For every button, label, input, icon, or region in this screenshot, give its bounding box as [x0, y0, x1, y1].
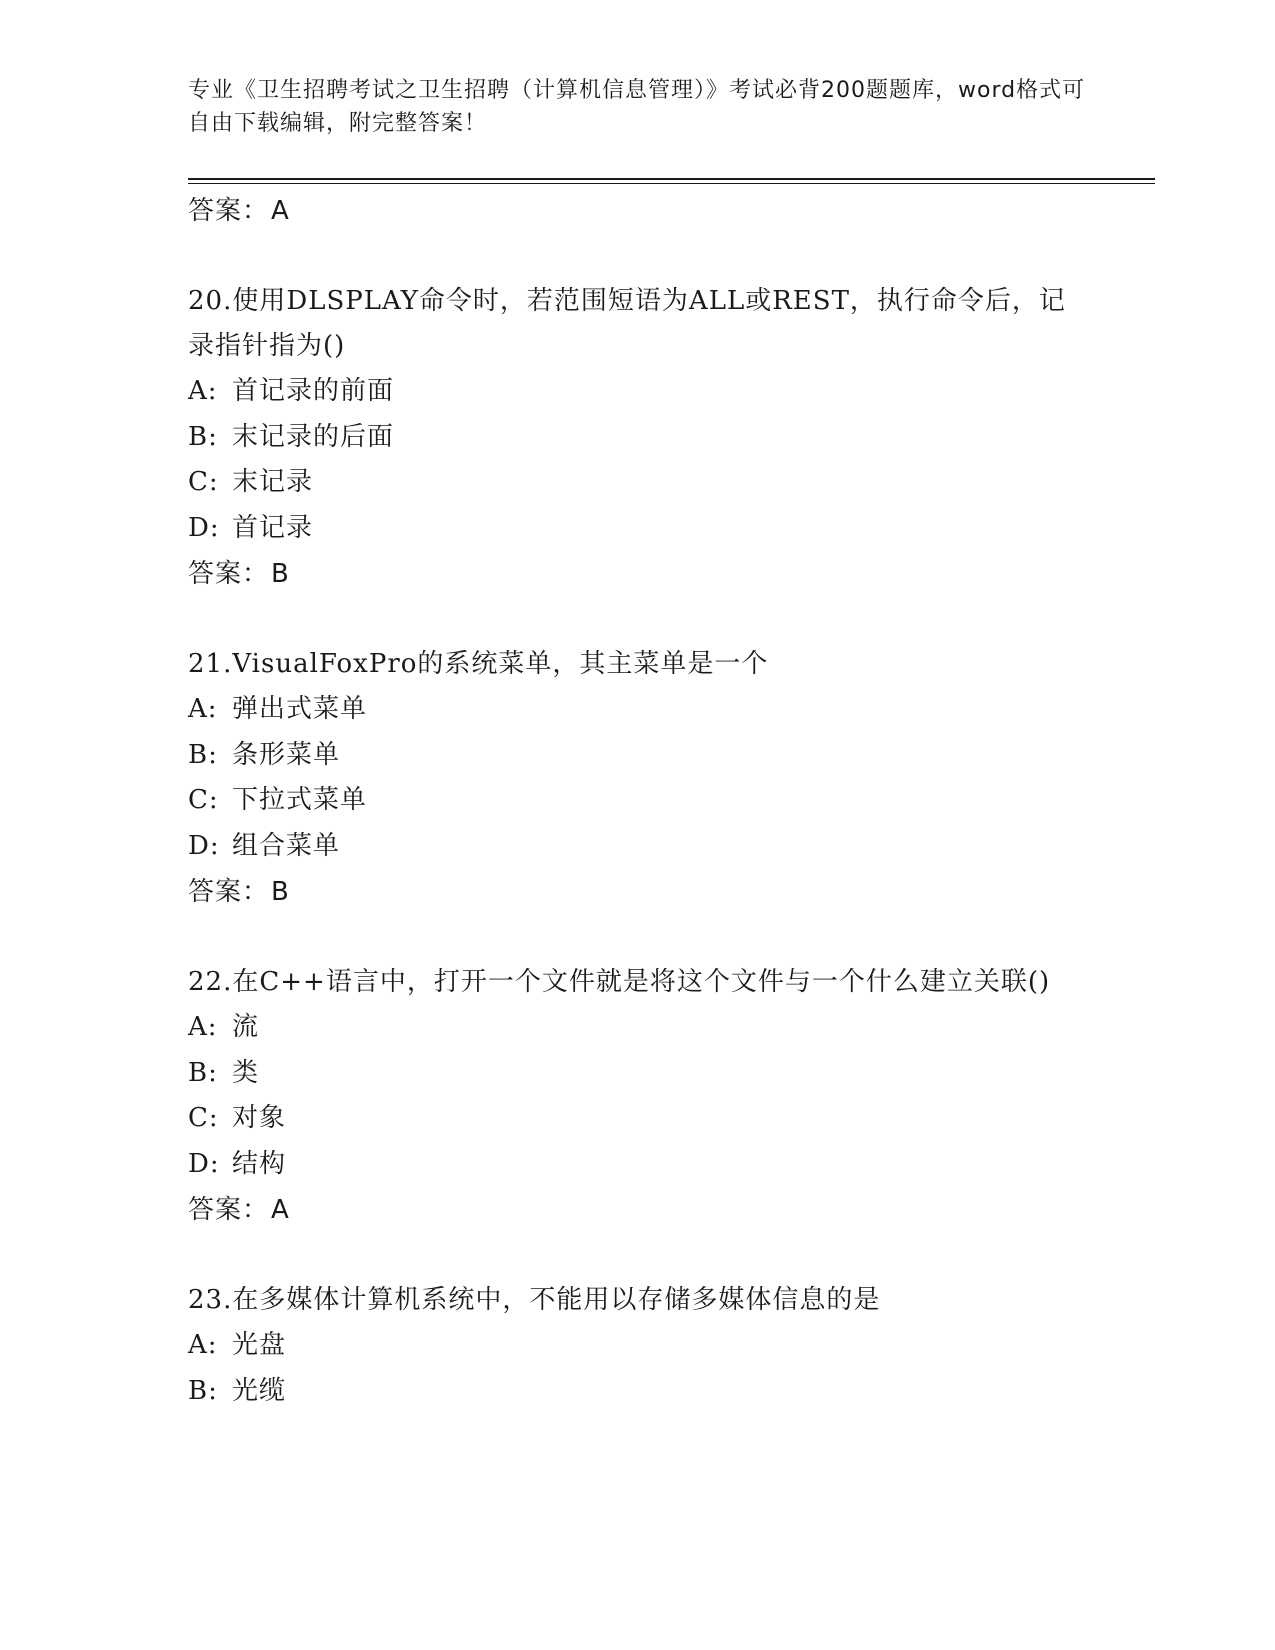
question-text: 21.VisualFoxPro的系统菜单，其主菜单是一个 — [188, 649, 769, 679]
answer-line — [188, 551, 1088, 597]
option-item — [188, 460, 1088, 506]
question-text: 22.在C++语言中，打开一个文件就是将这个文件与一个什么建立关联() — [188, 967, 1051, 997]
option-text: 光盘 — [232, 1330, 287, 1360]
option-letter: A: — [188, 1330, 218, 1360]
option-letter: B: — [188, 421, 218, 452]
option-text: 类 — [232, 1057, 260, 1088]
option-letter: C: — [188, 1103, 219, 1133]
answer-value: B — [271, 877, 290, 907]
option-item — [188, 1051, 1088, 1097]
option-text: 首记录的前面 — [232, 376, 395, 406]
option-item — [188, 687, 1088, 733]
answer-line — [188, 188, 1088, 234]
option-item — [188, 415, 1088, 461]
option-text: 末记录的后面 — [232, 421, 395, 452]
option-letter: D: — [188, 512, 220, 543]
answer-value: B — [271, 559, 290, 589]
option-text: 下拉式菜单 — [232, 785, 368, 815]
option-letter: B: — [188, 1057, 218, 1088]
option-letter: D: — [188, 1148, 220, 1179]
answer-line — [188, 1187, 1088, 1233]
option-letter: D: — [188, 830, 220, 861]
page-header: 专业《卫生招聘考试之卫生招聘（计算机信息管理）》考试必背200题题库，word格式可自由下载编辑，附完整答案！ — [188, 78, 1086, 136]
option-letter: C: — [188, 467, 219, 497]
option-text: 条形菜单 — [232, 739, 341, 770]
option-text: 首记录 — [232, 512, 314, 543]
option-item — [188, 1323, 1088, 1369]
option-item — [188, 1096, 1088, 1142]
option-text: 光缆 — [232, 1375, 287, 1406]
option-text: 结构 — [232, 1148, 287, 1179]
answer-label: 答案： — [188, 1195, 270, 1225]
option-text: 流 — [232, 1012, 260, 1042]
answer-value: A — [271, 1195, 290, 1225]
option-text: 末记录 — [232, 467, 314, 497]
option-letter: B: — [188, 1375, 218, 1406]
answer-label: 答案： — [188, 196, 270, 226]
question-text: 23.在多媒体计算机系统中，不能用以存储多媒体信息的是 — [188, 1285, 881, 1315]
option-letter: A: — [188, 1012, 218, 1042]
option-item — [188, 506, 1088, 552]
question-text: 20.使用DLSPLAY命令时，若范围短语为ALL或REST，执行命令后，记录指针指为() — [188, 286, 1066, 361]
answer-label: 答案： — [188, 877, 270, 907]
option-letter: A: — [188, 376, 218, 406]
option-letter: A: — [188, 694, 218, 724]
option-item — [188, 778, 1088, 824]
question-list — [188, 188, 1088, 1414]
option-item — [188, 1369, 1088, 1415]
option-item — [188, 733, 1088, 779]
answer-line — [188, 869, 1088, 915]
option-letter: B: — [188, 739, 218, 770]
option-text: 对象 — [232, 1103, 287, 1133]
option-item — [188, 824, 1088, 870]
answer-label: 答案： — [188, 559, 270, 589]
option-text: 弹出式菜单 — [232, 694, 368, 724]
option-letter: C: — [188, 785, 219, 815]
option-item — [188, 1142, 1088, 1188]
answer-value: A — [271, 196, 290, 226]
option-item — [188, 369, 1088, 415]
option-item — [188, 1005, 1088, 1051]
option-text: 组合菜单 — [232, 830, 341, 861]
header-divider — [188, 178, 1155, 184]
